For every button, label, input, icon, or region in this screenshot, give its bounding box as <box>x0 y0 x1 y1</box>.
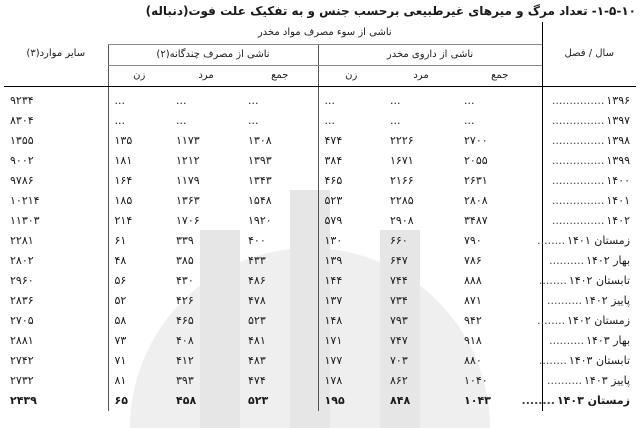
row-label <box>542 211 636 231</box>
table-row <box>4 131 636 151</box>
cell-ad-total: ۴۸۶ <box>248 274 266 287</box>
cell-ad-total: ۱۳۹۳ <box>248 154 272 167</box>
cell-ad-male: ۴۱۲ <box>176 354 194 367</box>
table-row <box>4 211 636 231</box>
header-addiction: ناشی از مصرف چندگانه(۲) <box>108 45 318 66</box>
row-label <box>542 87 636 112</box>
cell-other: ۲۷۴۲ <box>10 354 34 367</box>
page-title: ۱-۵-۱۰- تعداد مرگ و میرهای غیرطبیعی برحسب جنس و به تفکیک علت فوت(دنباله) <box>145 4 636 18</box>
cell-ad-total: ۴۸۱ <box>248 334 266 347</box>
cell-ad-male: ۴۰۸ <box>176 334 194 347</box>
cell-od-total: ۲۶۳۱ <box>464 174 488 187</box>
cell-od-male: ۱۶۷۱ <box>390 154 414 167</box>
cell-other: ۹۷۸۶ <box>10 174 34 187</box>
cell-ad-female: ۱۸۱ <box>108 151 170 171</box>
row-label-text: پاییز ۱۴۰۳ <box>584 374 631 387</box>
table-row <box>4 87 636 112</box>
leader-dots: ............... <box>551 134 605 147</box>
cell-ad-total: ... <box>248 114 259 127</box>
cell-od-male: ... <box>390 94 401 107</box>
cell-ad-female: ۷۱ <box>108 351 170 371</box>
cell-od-total: ۸۸۰ <box>464 354 482 367</box>
cell-ad-male: ۴۳۰ <box>176 274 194 287</box>
table-row <box>4 371 636 391</box>
cell-ad-female: ۴۸ <box>108 251 170 271</box>
cell-ad-female: ۵۲ <box>108 291 170 311</box>
leader-dots: .......... <box>549 254 585 267</box>
row-label <box>542 131 636 151</box>
header-ad-male: مرد <box>170 66 242 87</box>
cell-ad-male: ۳۸۵ <box>176 254 194 267</box>
cell-od-total: ۸۸۸ <box>464 274 482 287</box>
cell-ad-total: ۴۳۳ <box>248 254 266 267</box>
cell-other: ۲۷۳۲ <box>10 374 34 387</box>
row-label-text: زمستان ۱۴۰۳ <box>556 394 631 407</box>
table-row <box>4 171 636 191</box>
cell-od-male: ۲۲۲۶ <box>390 134 414 147</box>
cell-other: ۱۱۳۰۳ <box>10 214 40 227</box>
row-label <box>542 251 636 271</box>
row-label-text: پاییز ۱۴۰۲ <box>584 294 631 307</box>
cell-ad-male: ۱۱۷۹ <box>176 174 200 187</box>
cell-ad-female: ۸۱ <box>108 371 170 391</box>
cell-other: ۲۸۸۱ <box>10 334 34 347</box>
row-label <box>537 311 636 331</box>
leader-dots: ............... <box>551 114 605 127</box>
table-row <box>4 111 636 131</box>
cell-od-total: ۱۰۴۳ <box>464 394 491 407</box>
leader-dots: ........ <box>537 234 566 247</box>
cell-ad-total: ۱۳۴۳ <box>248 174 272 187</box>
leader-dots: ........ <box>521 394 555 407</box>
table-row <box>4 231 636 251</box>
header-od-female: زن <box>318 66 384 87</box>
cell-other: ۱۳۵۵ <box>10 134 34 147</box>
cell-ad-male: ... <box>176 114 187 127</box>
leader-dots: ............... <box>551 154 605 167</box>
cell-od-total: ۲۰۵۵ <box>464 154 488 167</box>
row-label <box>542 371 636 391</box>
cell-ad-female: ۱۳۵ <box>108 131 170 151</box>
cell-od-total: ۷۸۶ <box>464 254 482 267</box>
table-row <box>4 191 636 211</box>
cell-ad-female: ... <box>108 111 170 131</box>
header-year-season: سال / فصل <box>542 22 636 87</box>
cell-other: ۲۲۸۱ <box>10 234 34 247</box>
header-other: سایر موارد(۳) <box>4 22 108 87</box>
row-label <box>538 271 636 291</box>
table-row <box>4 311 636 331</box>
row-label <box>542 171 636 191</box>
cell-other: ۹۰۰۲ <box>10 154 34 167</box>
cell-ad-female: ۶۵ <box>108 391 170 411</box>
cell-od-female: ۵۲۳ <box>318 191 384 211</box>
row-label <box>521 391 636 411</box>
cell-ad-total: ۴۷۸ <box>248 294 266 307</box>
cell-od-female: ۱۴۴ <box>318 271 384 291</box>
row-label <box>542 151 636 171</box>
row-label <box>542 291 636 311</box>
cell-ad-total: ... <box>248 94 259 107</box>
cell-other: ۲۸۰۲ <box>10 254 34 267</box>
table-row <box>4 331 636 351</box>
cell-ad-male: ۱۳۶۳ <box>176 194 200 207</box>
row-label-text: بهار ۱۴۰۳ <box>586 334 631 347</box>
cell-od-male: ... <box>390 114 401 127</box>
header-main-group: ناشی از سوء مصرف مواد مخدر <box>108 22 542 45</box>
cell-ad-male: ۱۲۱۲ <box>176 154 200 167</box>
cell-ad-total: ۱۳۰۸ <box>248 134 272 147</box>
cell-od-male: ۶۶۰ <box>390 234 408 247</box>
row-label-text: ۱۳۹۸ <box>606 134 631 147</box>
row-label-text: ۱۳۹۹ <box>606 154 631 167</box>
leader-dots: .......... <box>549 334 585 347</box>
row-label-text: زمستان ۱۴۰۲ <box>567 314 631 327</box>
cell-od-male: ۷۰۳ <box>390 354 408 367</box>
cell-ad-female: ۶۱ <box>108 231 170 251</box>
cell-od-female: ۱۴۸ <box>318 311 384 331</box>
row-label-text: تابستان ۱۴۰۲ <box>568 274 631 287</box>
cell-od-female: ۱۷۷ <box>318 351 384 371</box>
row-label-text: ۱۳۹۶ <box>606 94 631 107</box>
cell-od-female: ۱۳۹ <box>318 251 384 271</box>
leader-dots: ............... <box>551 214 605 227</box>
cell-ad-female: ۱۶۴ <box>108 171 170 191</box>
cell-ad-total: ۱۹۲۰ <box>248 214 272 227</box>
cell-ad-male: ۱۱۷۳ <box>176 134 200 147</box>
header-od-male: مرد <box>384 66 458 87</box>
cell-od-male: ۷۴۴ <box>390 274 408 287</box>
leader-dots: ............... <box>551 174 605 187</box>
table-row <box>4 251 636 271</box>
cell-other: ۹۲۳۴ <box>10 94 34 107</box>
cell-od-female: ۴۷۴ <box>318 131 384 151</box>
cell-ad-female: ۱۸۵ <box>108 191 170 211</box>
table-row <box>4 391 636 411</box>
cell-ad-male: ۳۳۹ <box>176 234 194 247</box>
cell-od-male: ۸۴۸ <box>390 394 411 407</box>
cell-ad-total: ۴۰۰ <box>248 234 266 247</box>
cell-ad-male: ۱۷۰۶ <box>176 214 200 227</box>
leader-dots: .......... <box>547 374 582 387</box>
cell-ad-total: ۵۲۳ <box>248 314 266 327</box>
leader-dots: .......... <box>547 294 582 307</box>
header-ad-total: جمع <box>242 66 318 87</box>
leader-dots: ........ <box>538 354 567 367</box>
cell-ad-male: ... <box>176 94 187 107</box>
row-label-text: بهار ۱۴۰۲ <box>586 254 631 267</box>
cell-od-female: ۳۸۴ <box>318 151 384 171</box>
cell-other: ۸۳۰۴ <box>10 114 34 127</box>
cell-od-total: ۲۷۰۰ <box>464 134 488 147</box>
cell-od-female: ۵۷۹ <box>318 211 384 231</box>
header-od-total: جمع <box>458 66 542 87</box>
table-row <box>4 151 636 171</box>
cell-ad-male: ۴۶۵ <box>176 314 194 327</box>
row-label <box>537 231 636 251</box>
cell-od-total: ... <box>464 94 475 107</box>
header-overdose: ناشی از داروی مخدر <box>318 45 542 66</box>
leader-dots: ............... <box>551 94 605 107</box>
cell-other: ۲۸۳۶ <box>10 294 34 307</box>
cell-od-male: ۲۹۰۸ <box>390 214 414 227</box>
row-label-text: تابستان ۱۴۰۳ <box>568 354 631 367</box>
cell-od-male: ۲۲۸۵ <box>390 194 414 207</box>
mortality-table <box>4 22 636 411</box>
cell-ad-female: ۵۶ <box>108 271 170 291</box>
row-label <box>542 331 636 351</box>
cell-od-male: ۷۳۴ <box>390 294 408 307</box>
table-row <box>4 291 636 311</box>
row-label <box>542 111 636 131</box>
cell-od-total: ۱۰۴۰ <box>464 374 488 387</box>
cell-ad-male: ۴۵۸ <box>176 394 197 407</box>
cell-od-female: ۱۹۵ <box>318 391 384 411</box>
row-label <box>538 351 636 371</box>
row-label <box>542 191 636 211</box>
header-ad-female: زن <box>108 66 170 87</box>
table-row <box>4 271 636 291</box>
cell-od-male: ۷۹۳ <box>390 314 408 327</box>
leader-dots: ............... <box>551 194 605 207</box>
table-row <box>4 351 636 371</box>
cell-od-female: ۴۶۵ <box>318 171 384 191</box>
cell-od-total: ... <box>464 114 475 127</box>
cell-ad-female: ۵۸ <box>108 311 170 331</box>
cell-od-female: ۱۳۷ <box>318 291 384 311</box>
cell-ad-male: ۳۹۳ <box>176 374 194 387</box>
cell-ad-total: ۴۸۳ <box>248 354 266 367</box>
cell-ad-total: ۴۷۴ <box>248 374 266 387</box>
cell-od-total: ۲۸۰۸ <box>464 194 488 207</box>
cell-ad-total: ۵۲۳ <box>248 394 269 407</box>
row-label-text: ۱۴۰۲ <box>606 214 631 227</box>
cell-other: ۲۷۰۵ <box>10 314 34 327</box>
cell-od-male: ۲۱۶۶ <box>390 174 414 187</box>
cell-other: ۲۴۳۹ <box>10 394 37 407</box>
cell-od-female: ... <box>318 87 384 112</box>
cell-ad-total: ۱۵۴۸ <box>248 194 272 207</box>
cell-ad-female: ۷۳ <box>108 331 170 351</box>
cell-ad-female: ۲۱۴ <box>108 211 170 231</box>
leader-dots: ........ <box>538 274 567 287</box>
cell-od-total: ۸۷۱ <box>464 294 482 307</box>
cell-other: ۱۰۲۱۴ <box>10 194 40 207</box>
cell-od-total: ۳۴۸۷ <box>464 214 488 227</box>
cell-od-male: ۶۴۷ <box>390 254 408 267</box>
cell-od-male: ۷۴۷ <box>390 334 408 347</box>
cell-od-female: ... <box>318 111 384 131</box>
cell-ad-male: ۴۲۶ <box>176 294 194 307</box>
row-label-text: زمستان ۱۴۰۱ <box>567 234 631 247</box>
cell-other: ۲۹۶۰ <box>10 274 34 287</box>
cell-od-male: ۸۶۲ <box>390 374 408 387</box>
row-label-text: ۱۳۹۷ <box>606 114 631 127</box>
cell-od-total: ۹۴۲ <box>464 314 482 327</box>
cell-ad-female: ... <box>108 87 170 112</box>
row-label-text: ۱۴۰۱ <box>606 194 631 207</box>
cell-od-total: ۹۱۸ <box>464 334 482 347</box>
cell-od-female: ۱۷۱ <box>318 331 384 351</box>
cell-od-total: ۷۹۰ <box>464 234 482 247</box>
row-label-text: ۱۴۰۰ <box>606 174 631 187</box>
cell-od-female: ۱۷۸ <box>318 371 384 391</box>
leader-dots: ........ <box>537 314 566 327</box>
cell-od-female: ۱۳۰ <box>318 231 384 251</box>
